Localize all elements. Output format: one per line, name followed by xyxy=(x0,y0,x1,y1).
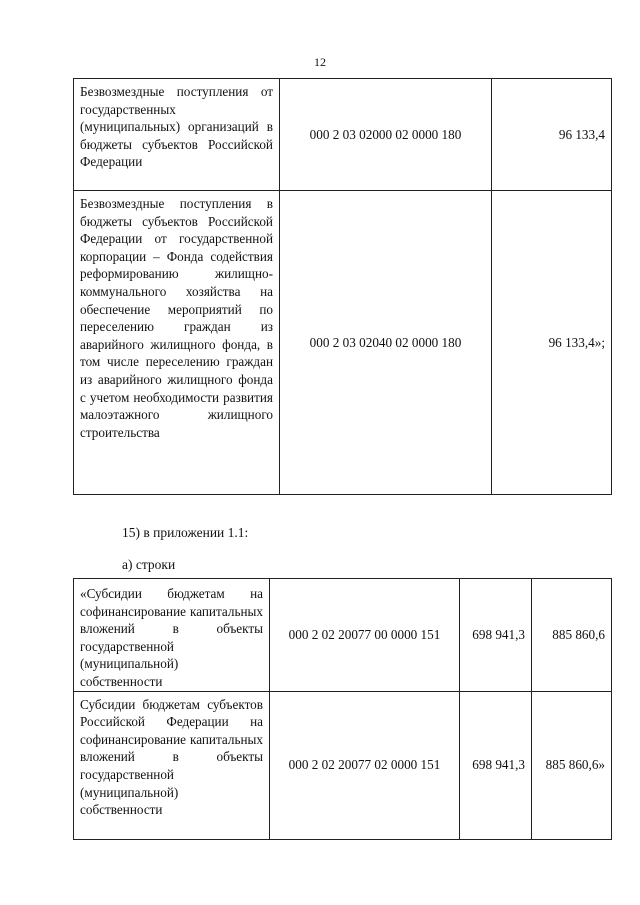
revenue-table xyxy=(73,78,612,495)
description-text: Субсидии бюджетам субъектов Российской Федерации на софинансирование капитальных вложений в объекты государственной (муниципальной) собственности xyxy=(80,696,263,818)
table-row xyxy=(74,579,612,692)
paragraph-15: 15) в приложении 1.1: xyxy=(122,525,249,540)
amount-1: 698 941,3 xyxy=(460,691,532,839)
row-description xyxy=(74,691,270,839)
amount: 96 133,4 xyxy=(492,79,612,191)
amount-1: 698 941,3 xyxy=(460,579,532,692)
budget-code: 000 2 02 20077 02 0000 151 xyxy=(270,691,460,839)
page-number: 12 xyxy=(314,55,326,69)
amount: 96 133,4»; xyxy=(492,191,612,495)
row-description xyxy=(74,579,270,692)
budget-code: 000 2 02 20077 00 0000 151 xyxy=(270,579,460,692)
budget-code: 000 2 03 02000 02 0000 180 xyxy=(280,79,492,191)
description-text: «Субсидии бюджетам на софинансирование капитальных вложений в объекты государственной (муниципальной) собственности xyxy=(80,586,263,689)
amount-2: 885 860,6 xyxy=(532,579,612,692)
table-row xyxy=(74,191,612,495)
row-description xyxy=(74,191,280,495)
table-row xyxy=(74,79,612,191)
amount-2: 885 860,6» xyxy=(532,691,612,839)
budget-code: 000 2 03 02040 02 0000 180 xyxy=(280,191,492,495)
description-text: Безвозмездные поступления в бюджеты субъектов Российской Федерации от государственной корпорации – Фонда содействия реформированию жилищно-коммунального хозяйства на обеспечение мероприятий по переселению граждан из аварийного жилищного фонда, в том числе переселению граждан из аварийного жилищного фонда с учетом необходимости развития малоэтажного жилищного строительства xyxy=(80,196,273,440)
row-description xyxy=(74,79,280,191)
subsidy-table xyxy=(73,578,612,840)
table-row xyxy=(74,691,612,839)
paragraph-a: а) строки xyxy=(122,557,176,572)
description-text: Безвозмездные поступления от государственных (муниципальных) организаций в бюджеты субъектов Российской Федерации xyxy=(80,84,273,170)
